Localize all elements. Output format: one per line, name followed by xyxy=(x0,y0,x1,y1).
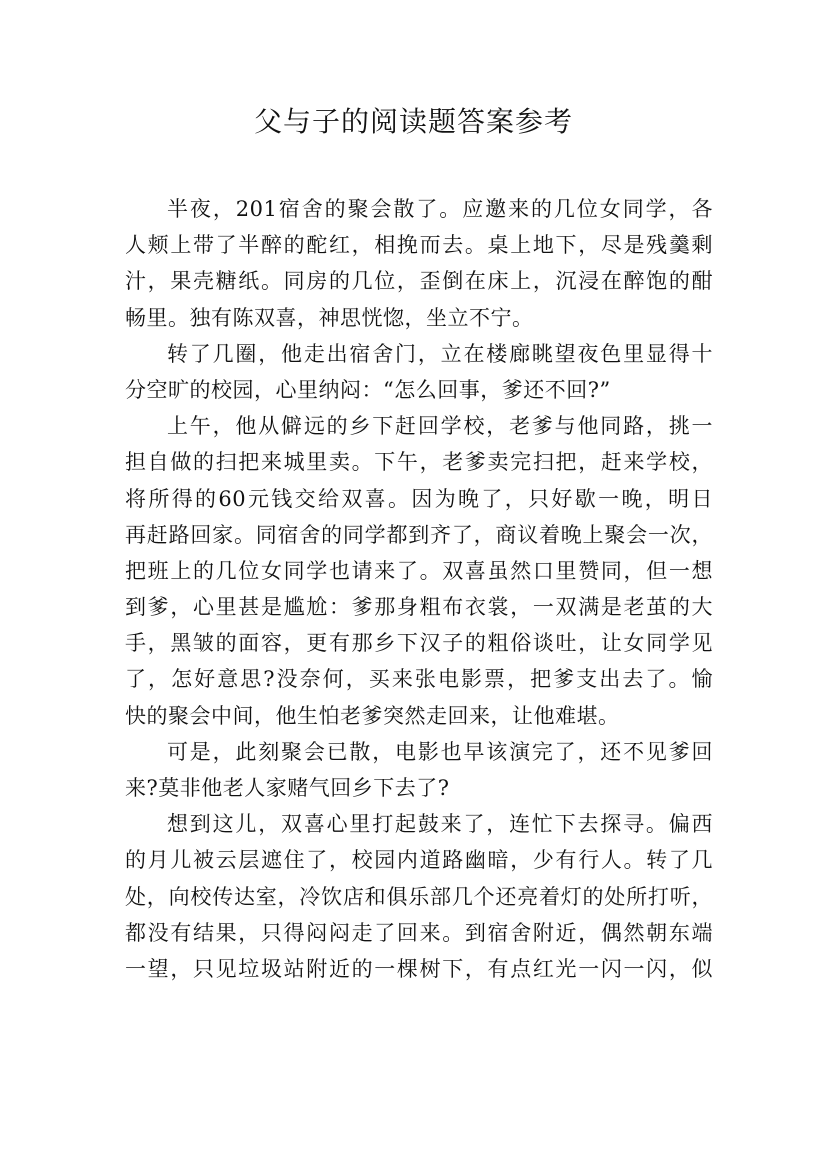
text-line: 都没有结果，只得闷闷走了回来。到宿舍附近，偶然朝东端 xyxy=(125,920,713,945)
text-line: 手，黑皱的面容，更有那乡下汉子的粗俗谈吐，让女同学见 xyxy=(125,631,713,656)
text-line: 再赶路回家。同宿舍的同学都到齐了，商议着晚上聚会一次， xyxy=(125,522,713,547)
text-line: 上午，他从僻远的乡下赶回学校，老爹与他同路，挑一 xyxy=(167,414,713,439)
document-title: 父与子的阅读题答案参考 xyxy=(253,105,573,138)
text-line: 来?莫非他老人家赌气回乡下去了? xyxy=(125,776,450,800)
text-line: 想到这儿，双喜心里打起鼓来了，连忙下去探寻。偏西 xyxy=(167,812,713,837)
text-line: 分空旷的校园，心里纳闷：“怎么回事，爹还不回?” xyxy=(125,377,611,402)
text-line: 一望，只见垃圾站附近的一棵树下，有点红光一闪一闪，似 xyxy=(125,956,713,981)
text-line: 到爹，心里甚是尴尬：爹那身粗布衣裳，一双满是老茧的大 xyxy=(125,595,713,620)
text-line: 将所得的60元钱交给双喜。因为晚了，只好歇一晚，明日 xyxy=(125,486,713,511)
text-line: 了，怎好意思?没奈何，买来张电影票，把爹支出去了。愉 xyxy=(125,667,713,692)
text-line: 汁，果壳糖纸。同房的几位，歪倒在床上，沉浸在醉饱的酣 xyxy=(125,269,713,294)
text-line: 可是，此刻聚会已散，电影也早该演完了，还不见爹回 xyxy=(167,739,713,764)
text-line: 处，向校传达室，冷饮店和俱乐部几个还亮着灯的处所打听， xyxy=(125,884,713,909)
text-line: 把班上的几位女同学也请来了。双喜虽然口里赞同，但一想 xyxy=(125,558,713,583)
text-line: 人颊上带了半醉的酡红，相挽而去。桌上地下，尽是残羹剩 xyxy=(125,233,713,258)
document-body xyxy=(125,191,713,987)
text-line: 快的聚会中间，他生怕老爹突然走回来，让他难堪。 xyxy=(125,703,620,728)
text-line: 转了几圈，他走出宿舍门，立在楼廊眺望夜色里显得十 xyxy=(167,341,713,366)
text-line: 半夜，201宿舍的聚会散了。应邀来的几位女同学，各 xyxy=(167,197,713,221)
text-line: 的月儿被云层遮住了，校园内道路幽暗，少有行人。转了几 xyxy=(125,848,713,873)
text-line: 畅里。独有陈双喜，神思恍惚，坐立不宁。 xyxy=(125,305,534,330)
text-line: 担自做的扫把来城里卖。下午，老爹卖完扫把，赶来学校， xyxy=(125,450,713,475)
